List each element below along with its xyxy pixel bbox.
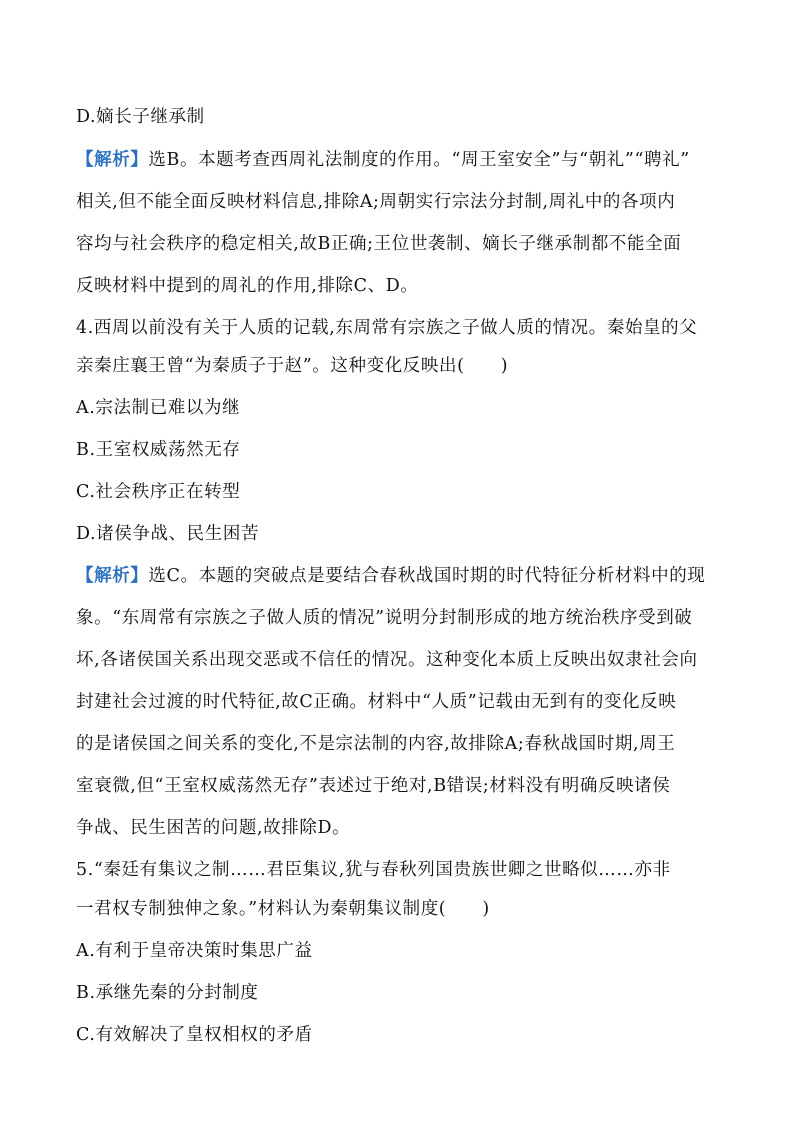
q5-option-b: B.承继先秦的分封制度 — [76, 983, 259, 1003]
q5-option-c: C.有效解决了皇权相权的矛盾 — [76, 1025, 313, 1045]
q4-analysis-line-7: 争战、民生困苦的问题,故排除D。 — [76, 818, 351, 838]
q3-analysis-line-3: 容均与社会秩序的稳定相关,故B正确;王位世袭制、嫡长子继承制都不能全面 — [76, 234, 682, 254]
q4-analysis-line-2: 象。“东周常有宗族之子做人质的情况”说明分封制形成的地方统治秩序受到破 — [76, 608, 693, 628]
q4-option-a: A.宗法制已难以为继 — [76, 398, 241, 418]
q5-stem-line-1: 5.“秦廷有集议之制……君臣集议,犹与春秋列国贵族世卿之世略似……亦非 — [76, 860, 671, 880]
analysis-text: 选C。本题的突破点是要结合春秋战国时期的时代特征分析材料中的现 — [148, 566, 706, 586]
q4-stem-line-1: 4.西周以前没有关于人质的记载,东周常有宗族之子做人质的情况。秦始皇的父 — [76, 318, 698, 338]
analysis-tag: 【解析】 — [76, 150, 149, 170]
q5-stem-line-2: 一君权专制独伸之象。”材料认为秦朝集议制度( ) — [76, 899, 490, 919]
q3-option-d: D.嫡长子继承制 — [76, 107, 205, 127]
analysis-text: 选B。本题考查西周礼法制度的作用。“周王室安全”与“朝礼”“聘礼” — [148, 150, 690, 170]
q5-option-a: A.有利于皇帝决策时集思广益 — [76, 941, 313, 961]
q4-analysis-line-4: 封建社会过渡的时代特征,故C正确。材料中“人质”记载由无到有的变化反映 — [76, 692, 677, 712]
q3-analysis-line-2: 相关,但不能全面反映材料信息,排除A;周朝实行宗法分封制,周礼中的各项内 — [76, 192, 676, 212]
q4-analysis-line-1 — [76, 564, 726, 588]
q4-analysis-line-3: 坏,各诸侯国关系出现交恶或不信任的情况。这种变化本质上反映出奴隶社会向 — [76, 650, 698, 670]
q3-analysis-line-4: 反映材料中提到的周礼的作用,排除C、D。 — [76, 276, 419, 296]
q4-stem-line-2: 亲秦庄襄王曾“为秦质子于赵”。这种变化反映出( ) — [76, 356, 509, 376]
q4-analysis-line-6: 室衰微,但“王室权威荡然无存”表述过于绝对,B错误;材料没有明确反映诸侯 — [76, 776, 671, 796]
analysis-tag: 【解析】 — [76, 566, 149, 586]
q3-analysis-line-1 — [76, 148, 726, 172]
q4-option-c: C.社会秩序正在转型 — [76, 482, 241, 502]
q4-option-d: D.诸侯争战、民生困苦 — [76, 524, 260, 544]
q4-analysis-line-5: 的是诸侯国之间关系的变化,不是宗法制的内容,故排除A;春秋战国时期,周王 — [76, 734, 676, 754]
q4-option-b: B.王室权威荡然无存 — [76, 440, 241, 460]
